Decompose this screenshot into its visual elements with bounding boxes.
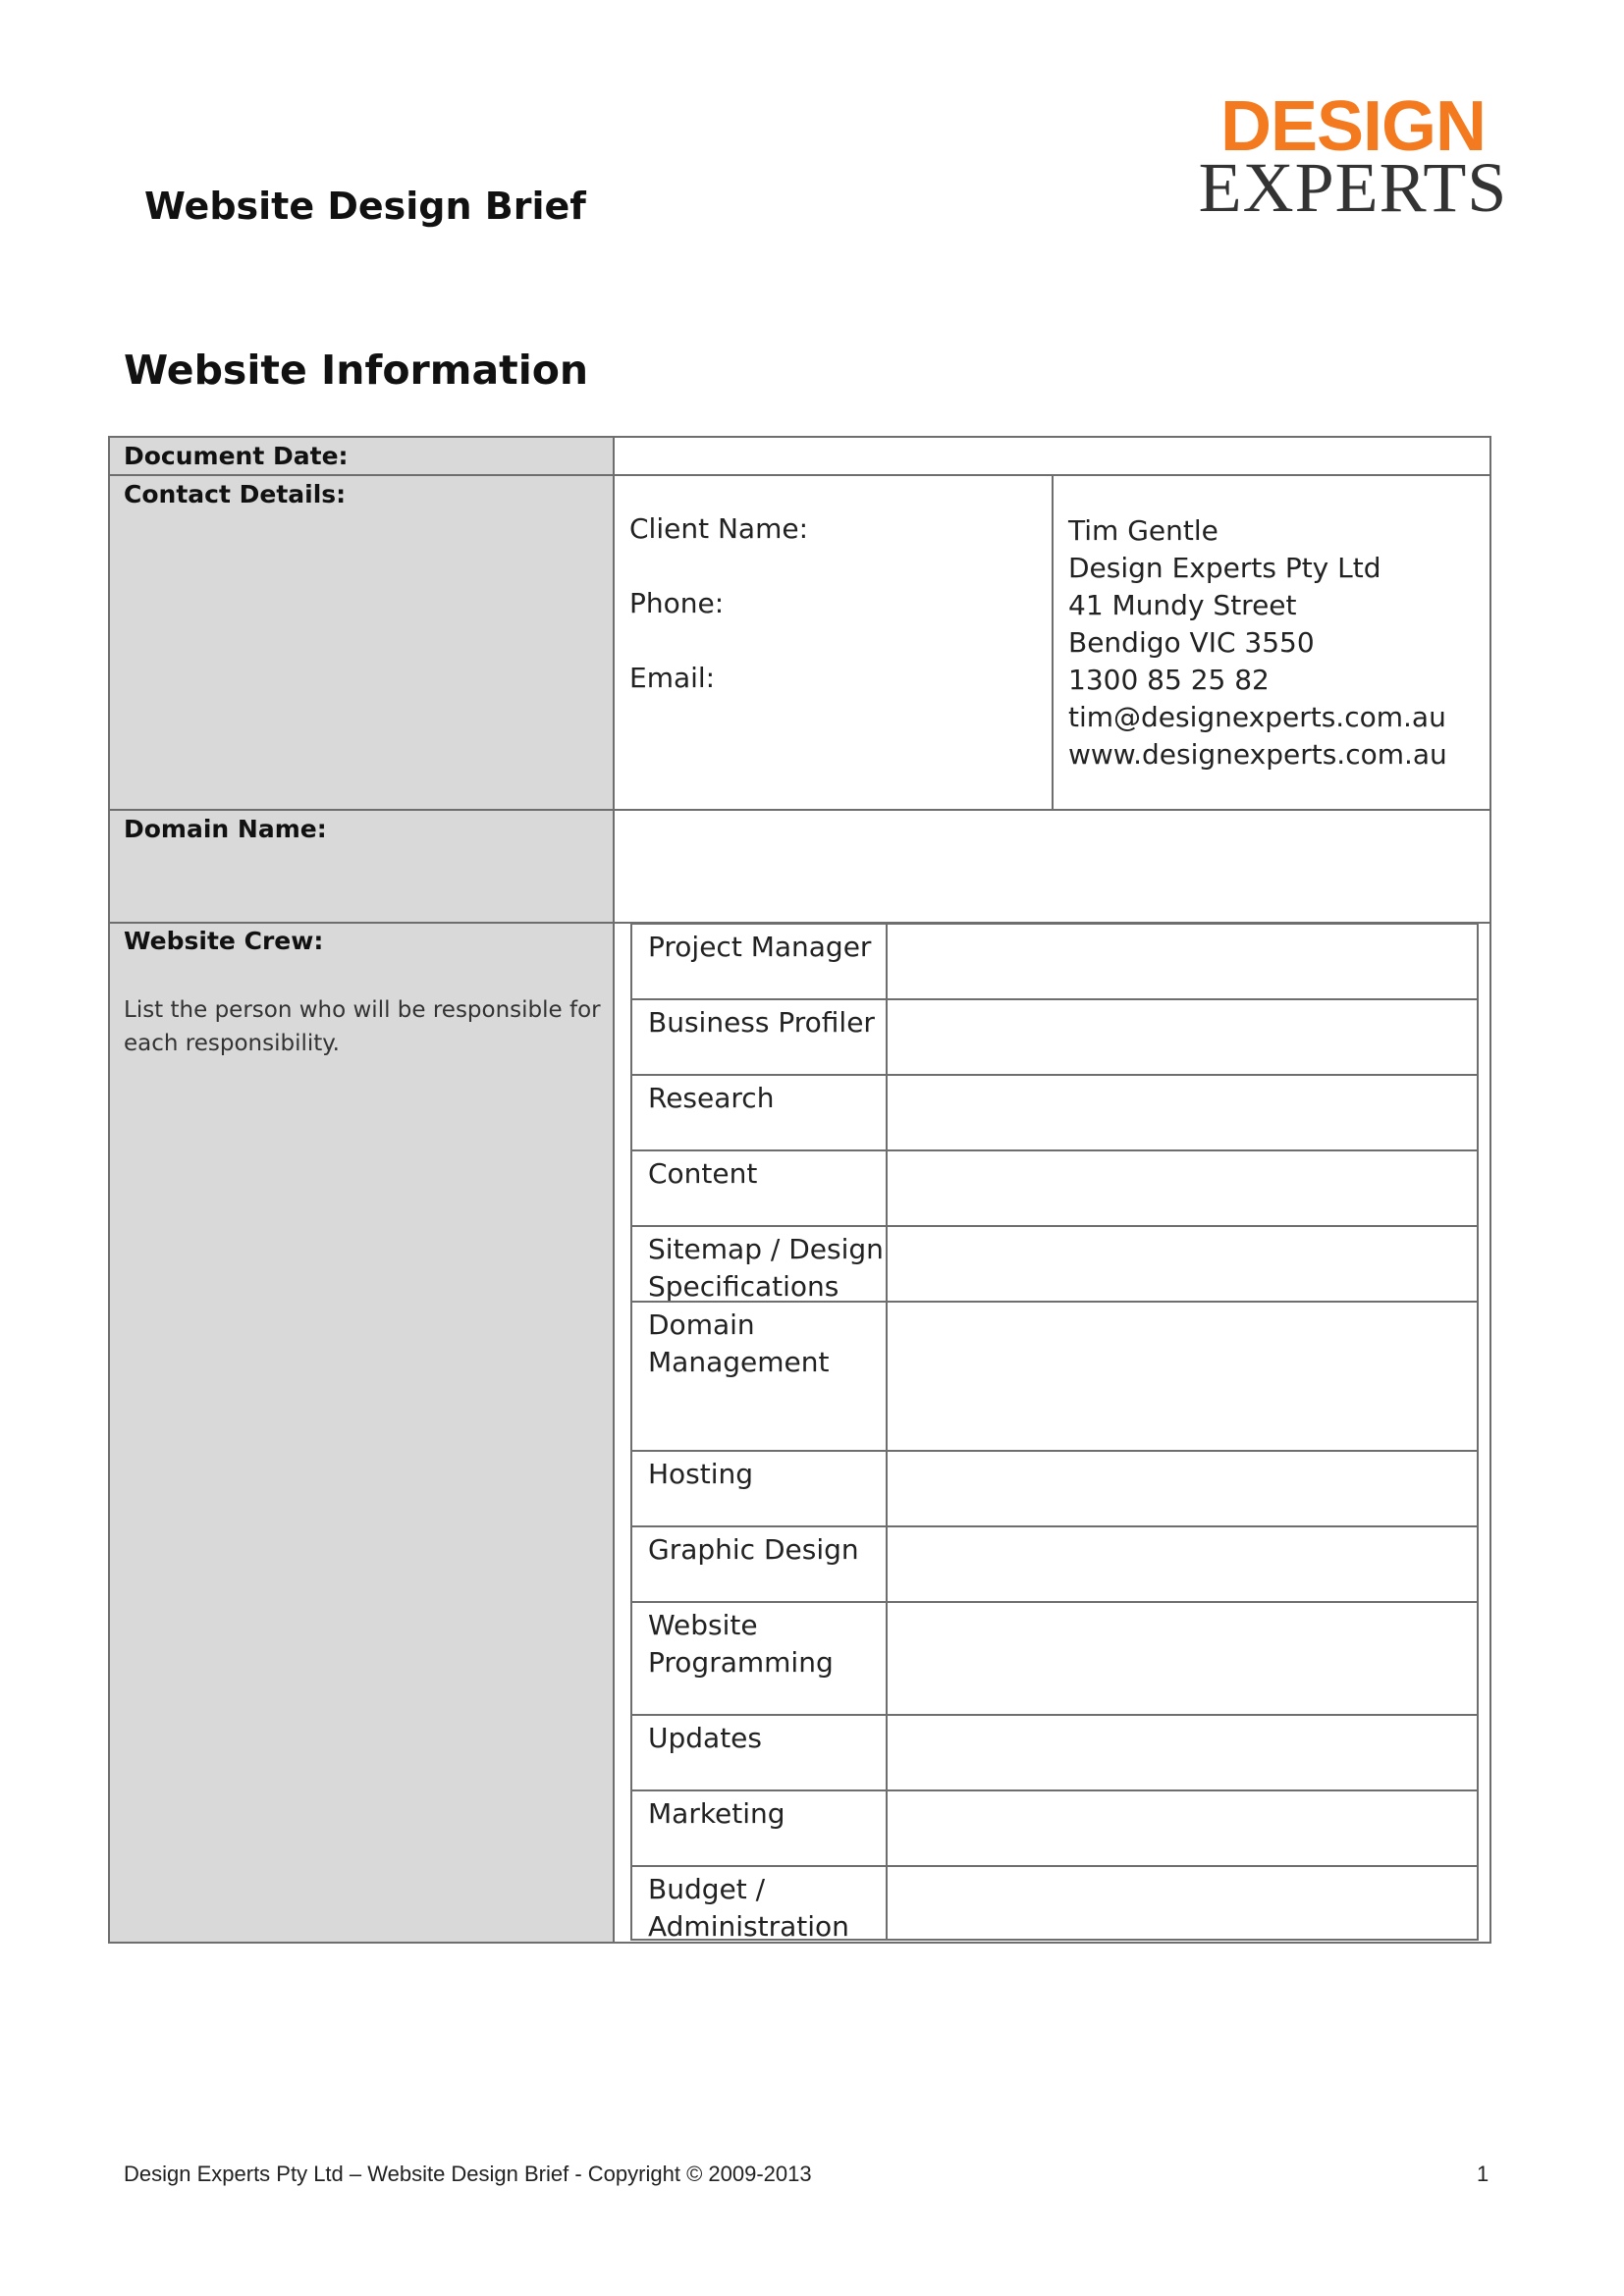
crew-column-divider: [886, 1452, 888, 1525]
crew-person-field[interactable]: [892, 925, 1477, 998]
crew-role-label: Project Manager: [648, 931, 872, 963]
crew-column-divider: [886, 1791, 888, 1865]
contact-line: Design Experts Pty Ltd: [1068, 552, 1381, 584]
page-number: 1: [1477, 2162, 1489, 2186]
document-date-label: Document Date:: [124, 442, 349, 470]
phone-label: Phone:: [629, 587, 725, 619]
crew-column-divider: [886, 1076, 888, 1149]
crew-role-label: Business Profiler: [648, 1006, 875, 1039]
website-crew-note: List the person who will be responsible for each responsibility.: [124, 997, 601, 1056]
crew-row: [630, 1074, 1479, 1149]
crew-column-divider: [886, 925, 888, 998]
domain-name-label: Domain Name:: [124, 815, 327, 843]
table-left-border: [108, 436, 110, 1944]
crew-row: [630, 1225, 1479, 1301]
crew-person-field[interactable]: [892, 1303, 1477, 1450]
crew-person-field[interactable]: [892, 1452, 1477, 1525]
crew-person-field[interactable]: [892, 1716, 1477, 1789]
contact-details-label: Contact Details:: [124, 480, 347, 508]
contact-line: 41 Mundy Street: [1068, 589, 1297, 621]
crew-column-divider: [886, 1227, 888, 1301]
design-experts-logo: [1196, 87, 1510, 227]
contact-details-block: [1068, 512, 1447, 774]
document-title: Website Design Brief: [144, 185, 586, 228]
document-date-value[interactable]: [615, 438, 1489, 475]
crew-person-field[interactable]: [892, 1076, 1477, 1149]
crew-person-field[interactable]: [892, 1867, 1477, 1939]
domain-name-value[interactable]: [615, 811, 1489, 923]
crew-role-label: Research: [648, 1082, 775, 1114]
crew-column-divider: [886, 1867, 888, 1939]
crew-row: [630, 1714, 1479, 1789]
table-column-divider: [613, 436, 615, 1944]
contact-column-divider: [1052, 475, 1054, 811]
crew-role-label: Sitemap / Design Specifications: [648, 1233, 884, 1303]
crew-row: [630, 1450, 1479, 1525]
crew-person-field[interactable]: [892, 1000, 1477, 1074]
row-separator: [108, 474, 1491, 476]
website-crew-label: Website Crew:: [124, 927, 324, 955]
client-name-label: Client Name:: [629, 512, 808, 545]
crew-row: [630, 923, 1479, 998]
contact-line: 1300 85 25 82: [1068, 664, 1270, 696]
table-top-border: [108, 436, 1491, 438]
crew-row: [630, 1601, 1479, 1714]
crew-row: [630, 998, 1479, 1074]
crew-column-divider: [886, 1000, 888, 1074]
crew-role-label: Hosting: [648, 1458, 754, 1490]
crew-row: [630, 1789, 1479, 1865]
crew-column-divider: [886, 1527, 888, 1601]
crew-row: [630, 1149, 1479, 1225]
row-separator: [108, 809, 1491, 811]
logo-experts-text: EXPERTS: [1198, 148, 1508, 227]
table-right-border: [1489, 436, 1491, 1944]
crew-column-divider: [886, 1303, 888, 1450]
crew-role-label: Marketing: [648, 1797, 785, 1830]
crew-role-label: Updates: [648, 1722, 762, 1754]
crew-role-label: Graphic Design: [648, 1533, 859, 1566]
crew-person-field[interactable]: [892, 1227, 1477, 1301]
crew-role-label: Content: [648, 1157, 758, 1190]
contact-email[interactable]: tim@designexperts.com.au: [1068, 701, 1446, 733]
email-label: Email:: [629, 662, 716, 694]
logo-design-text: DESIGN: [1219, 87, 1487, 166]
crew-person-field[interactable]: [892, 1603, 1477, 1714]
section-title: Website Information: [124, 347, 589, 394]
crew-row: [630, 1525, 1479, 1601]
crew-role-label: Domain Management: [648, 1308, 830, 1378]
crew-person-field[interactable]: [892, 1151, 1477, 1225]
crew-person-field[interactable]: [892, 1527, 1477, 1601]
crew-role-label: Budget / Administration: [648, 1873, 849, 1943]
crew-row: [630, 1865, 1479, 1941]
contact-line: Bendigo VIC 3550: [1068, 626, 1315, 659]
contact-line: Tim Gentle: [1068, 514, 1218, 547]
crew-role-label: Website Programming: [648, 1609, 834, 1679]
crew-person-field[interactable]: [892, 1791, 1477, 1865]
crew-column-divider: [886, 1151, 888, 1225]
footer-text: Design Experts Pty Ltd – Website Design Brief - Copyright © 2009-2013: [124, 2162, 812, 2186]
website-crew-table: [630, 923, 1479, 1944]
contact-details-label-cell: [110, 476, 614, 810]
crew-column-divider: [886, 1716, 888, 1789]
crew-column-divider: [886, 1603, 888, 1714]
contact-website[interactable]: www.designexperts.com.au: [1068, 738, 1447, 771]
website-crew-label-cell: [110, 924, 614, 1942]
crew-row: [630, 1301, 1479, 1450]
